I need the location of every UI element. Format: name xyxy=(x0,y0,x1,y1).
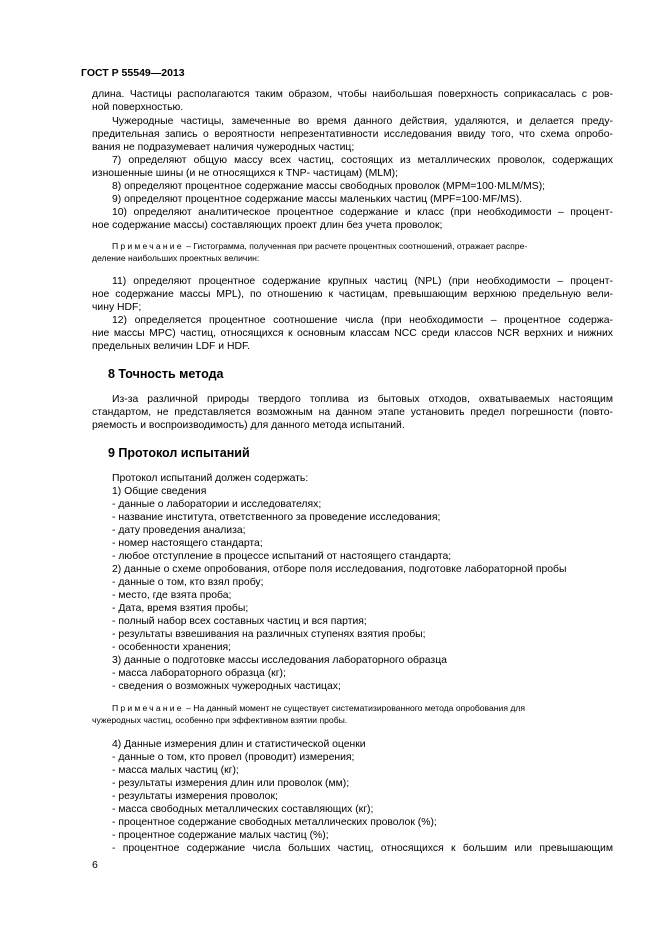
list-item: - номер настоящего стандарта; xyxy=(112,538,263,549)
list-item: - масса малых частиц (кг); xyxy=(112,765,239,776)
list-item: Протокол испытаний должен содержать: xyxy=(112,473,309,484)
text-line: стандартом, не представляется возможным на данном этапе установить предел погрешности (повто- xyxy=(92,407,613,418)
section-heading: 9 Протокол испытаний xyxy=(108,446,250,460)
list-item: 3) данные о подготовке массы исследования лабораторного образца xyxy=(112,655,447,666)
text-line: ние массы MPC) частиц, относящихся к основным классам NCC среди классов NCR верхних и нижних xyxy=(92,328,613,339)
text-line: вания не подразумевает наличия чужеродных частиц; xyxy=(92,142,355,153)
list-item: - сведения о возможных чужеродных частицах; xyxy=(112,681,341,692)
list-item: - полный набор всех составных частиц и вся партия; xyxy=(112,616,367,627)
list-item: 2) данные о схеме опробования, отборе поля исследования, подготовке лабораторной пробы xyxy=(112,564,567,575)
list-item: - любое отступление в процессе испытаний от настоящего стандарта; xyxy=(112,551,452,562)
document-header: ГОСТ Р 55549—2013 xyxy=(81,67,185,79)
list-item: - масса свободных металлических составляющих (кг); xyxy=(112,804,374,815)
text-line: изношенные шины (и не относящихся к TNP- частицам) (MLM); xyxy=(92,168,399,179)
list-item: - дату проведения анализа; xyxy=(112,525,246,536)
page-number: 6 xyxy=(92,859,98,871)
text-line: ное содержание массы) составляющих проект длин без учета проволок; xyxy=(92,220,443,231)
list-item: - Дата, время взятия пробы; xyxy=(112,603,249,614)
note-text: – Гистограмма, полученная при расчете процентных соотношений, отражает распре- xyxy=(183,241,528,251)
note-label: Примечание xyxy=(112,703,184,713)
section-heading: 8 Точность метода xyxy=(108,367,224,381)
note-label: Примечание xyxy=(112,241,184,251)
text-line: Из-за различной природы твердого топлива из бытовых отходов, охватываемых настоящим xyxy=(112,394,613,405)
list-item: - результаты измерения проволок; xyxy=(112,791,278,802)
note-line xyxy=(112,241,613,251)
text-line: предельных величин LDF и HDF. xyxy=(92,341,251,352)
list-item: - процентное содержание малых частиц (%); xyxy=(112,830,329,841)
text-line: ной поверхностью. xyxy=(92,102,184,113)
text-line: 9) определяют процентное содержание массы маленьких частиц (MPF=100·MF/MS). xyxy=(112,194,523,205)
list-item: - данные о том, кто провел (проводит) измерения; xyxy=(112,752,355,763)
list-item: - результаты измерения длин или проволок (мм); xyxy=(112,778,350,789)
text-line: ряемость и воспроизводимость) для данного метода испытаний. xyxy=(92,420,405,431)
list-item: 4) Данные измерения длин и статистической оценки xyxy=(112,739,366,750)
text-line: 12) определяется процентное соотношение числа (при необходимости – процентное содержа- xyxy=(112,315,613,326)
list-item: - место, где взята проба; xyxy=(112,590,232,601)
text-line: чину HDF; xyxy=(92,302,142,313)
text-line: 11) определяют процентное содержание крупных частиц (NPL) (при необходимости – процент- xyxy=(112,276,613,287)
list-item: - название института, ответственного за проведение исследования; xyxy=(112,512,441,523)
list-item: 1) Общие сведения xyxy=(112,486,207,497)
text-line: ное содержание массы MPL), по отношению к частицам, превышающим верхнюю предельную вели- xyxy=(92,289,613,300)
text-line: 10) определяют аналитическое процентное содержание и класс (при необходимости – процент- xyxy=(112,207,613,218)
note-text: – На данный момент не существует систематизированного метода опробования для xyxy=(183,703,526,713)
list-item: - результаты взвешивания на различных ступенях взятия пробы; xyxy=(112,629,426,640)
list-item: - процентное содержание свободных металлических проволок (%); xyxy=(112,817,437,828)
text-line: предительная запись о вероятности непрезентативности исследования ввиду того, что схема опробо- xyxy=(92,129,613,140)
list-item: - масса лабораторного образца (кг); xyxy=(112,668,286,679)
text-line: 7) определяют общую массу всех частиц, состоящих из металлических проволок, содержащих xyxy=(112,155,613,166)
text-line: длина. Частицы располагаются таким образом, чтобы наибольшая поверхность соприкасалась с ров- xyxy=(92,89,613,100)
list-item: - данные о лаборатории и исследователях; xyxy=(112,499,322,510)
text-line: Чужеродные частицы, замеченные во время данного действия, удаляются, и делается преду- xyxy=(112,116,613,127)
note-line: чужеродных частиц, особенно при эффективном взятии пробы. xyxy=(92,715,348,725)
note-line xyxy=(112,703,613,713)
list-item: - особенности хранения; xyxy=(112,642,232,653)
text-line: 8) определяют процентное содержание массы свободных проволок (MPM=100·MLM/MS); xyxy=(112,181,546,192)
list-item: - процентное содержание числа больших частиц, относящихся к большим или превышающим xyxy=(112,843,613,854)
note-line: деление наибольших проектных величин: xyxy=(92,253,260,263)
list-item: - данные о том, кто взял пробу; xyxy=(112,577,264,588)
